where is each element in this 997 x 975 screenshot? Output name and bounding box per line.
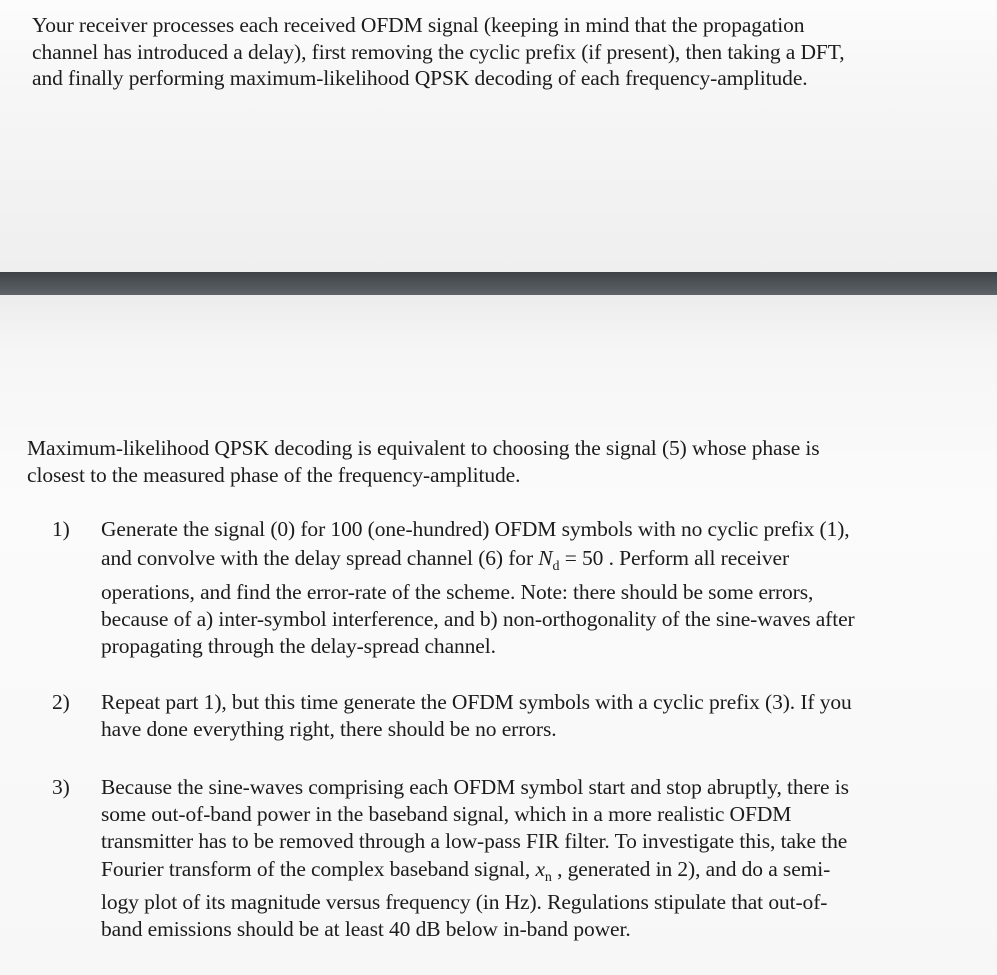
item-line-text: , generated in 2), and do a semi- xyxy=(551,857,831,881)
item-line: Generate the signal (0) for 100 (one-hundred) OFDM symbols with no cyclic prefix (1), xyxy=(101,517,850,541)
math-subscript: d xyxy=(552,559,560,574)
item-line: have done everything right, there should be no errors. xyxy=(101,717,557,741)
text-line: and finally performing maximum-likelihood QPSK decoding of each frequency-amplitude. xyxy=(32,66,808,90)
item-line xyxy=(101,857,831,885)
item-line: propagating through the delay-spread channel. xyxy=(101,634,496,658)
item-line-text: = 50 . Perform all receiver xyxy=(559,546,790,570)
item-line: transmitter has to be removed through a low-pass FIR filter. To investigate this, take the xyxy=(101,829,848,853)
text-line: channel has introduced a delay), first removing the cyclic prefix (if present), then taking a DFT, xyxy=(32,39,845,64)
item-line: Repeat part 1), but this time generate the OFDM symbols with a cyclic prefix (3). If you xyxy=(101,690,852,714)
item-line: logy plot of its magnitude versus frequency (in Hz). Regulations stipulate that out-of- xyxy=(101,890,828,914)
text-line: Maximum-likelihood QPSK decoding is equivalent to choosing the signal (5) whose phase is xyxy=(27,436,820,460)
item-line: band emissions should be at least 40 dB below in-band power. xyxy=(101,917,631,941)
qpsk-decoding-paragraph xyxy=(27,435,820,488)
text-line: Your receiver processes each received OFDM signal (keeping in mind that the propagation xyxy=(32,13,805,37)
page-divider-bar xyxy=(0,272,997,295)
item-number: 3) xyxy=(52,775,70,799)
receiver-description-paragraph xyxy=(32,12,844,92)
math-variable: x xyxy=(535,857,545,881)
item-line-text: Fourier transform of the complex baseband signal, xyxy=(101,857,536,881)
text-line: closest to the measured phase of the frequency-amplitude. xyxy=(27,462,521,487)
item-line-text: and convolve with the delay spread channel (6) for xyxy=(101,546,539,570)
item-line: Because the sine-waves comprising each OFDM symbol start and stop abruptly, there is xyxy=(101,775,849,799)
math-subscript: n xyxy=(544,870,552,885)
item-line: because of a) inter-symbol interference, and b) non-orthogonality of the sine-waves after xyxy=(101,607,855,631)
item-line xyxy=(101,546,790,574)
item-line: some out-of-band power in the baseband signal, which in a more realistic OFDM xyxy=(101,802,792,826)
item-number: 1) xyxy=(52,517,70,541)
item-number: 2) xyxy=(52,690,70,714)
math-variable: N xyxy=(538,546,553,570)
item-line: operations, and find the error-rate of the scheme. Note: there should be some errors, xyxy=(101,580,814,604)
